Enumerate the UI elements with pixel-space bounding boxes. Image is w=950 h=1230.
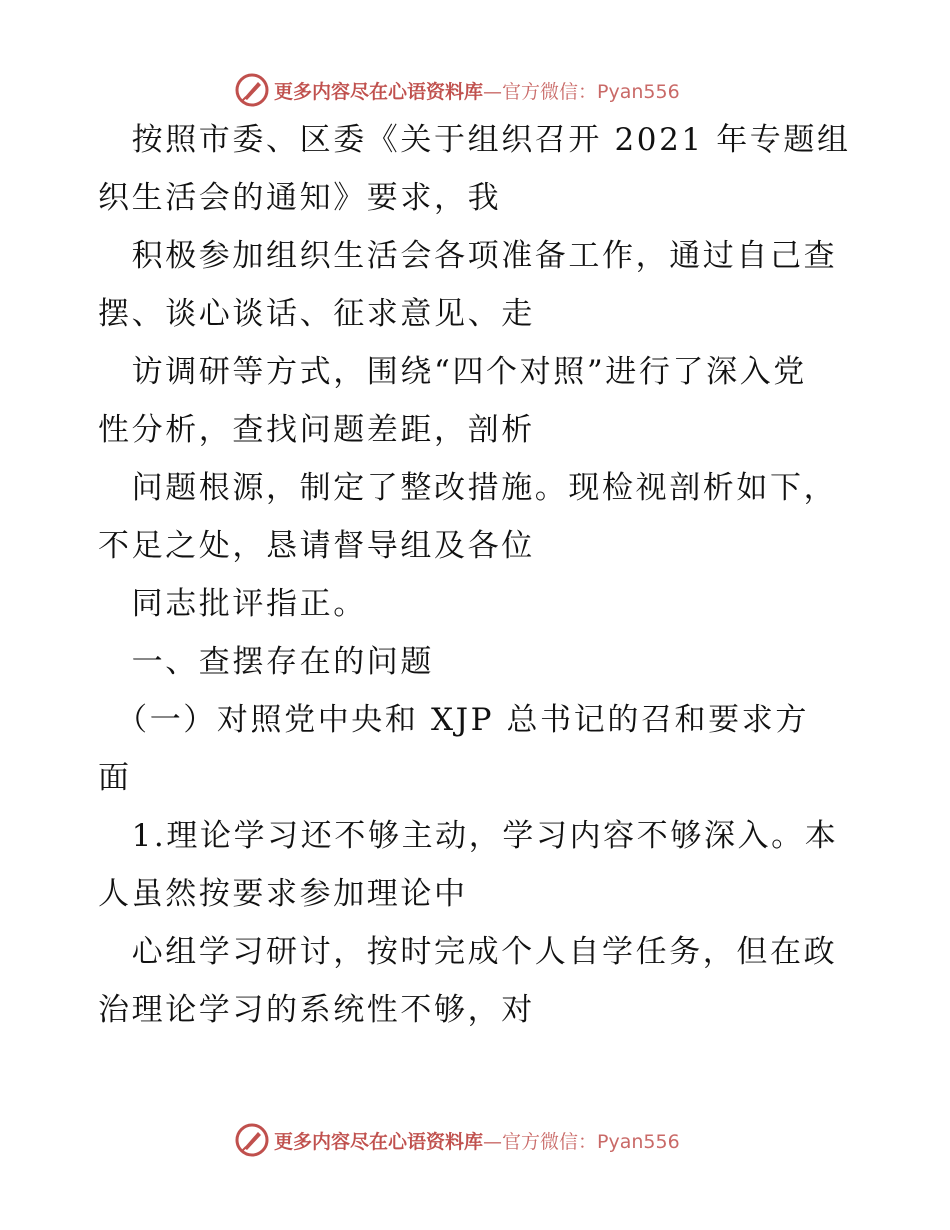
- body-line: 面: [98, 760, 132, 796]
- body-line: 问题根源，制定了整改措施。现检视剖析如下，: [98, 470, 838, 506]
- watermark-header: [234, 72, 680, 108]
- watermark-brand: 更多内容尽在心语资料库: [274, 80, 484, 103]
- body-line: 按照市委、区委《关于组织召开 2021 年专题组: [98, 122, 851, 158]
- quill-seal-logo-icon: [234, 1122, 270, 1158]
- watermark-contact: —官方微信：Pyan556: [483, 80, 680, 103]
- body-line: 不足之处，恳请督导组及各位: [98, 528, 535, 564]
- watermark-text: [274, 1127, 680, 1154]
- body-line: 1.理论学习还不够主动，学习内容不够深入。本: [98, 818, 839, 854]
- subsection-heading: （一）对照党中央和 XJP 总书记的召和要求方: [98, 702, 809, 738]
- body-line: 访调研等方式，围绕“四个对照”进行了深入党: [98, 354, 807, 390]
- watermark-footer: [234, 1122, 680, 1158]
- body-line: 织生活会的通知》要求，我: [98, 180, 502, 216]
- body-line: 积极参加组织生活会各项准备工作，通过自己查: [98, 238, 838, 274]
- watermark-brand: 更多内容尽在心语资料库: [274, 1130, 484, 1153]
- body-line: 治理论学习的系统性不够，对: [98, 992, 535, 1028]
- body-line: 同志批评指正。: [98, 586, 367, 622]
- body-line: 性分析，查找问题差距，剖析: [98, 412, 535, 448]
- body-line: 摆、谈心谈话、征求意见、走: [98, 296, 535, 332]
- watermark-text: [274, 77, 680, 104]
- body-line: 人虽然按要求参加理论中: [98, 876, 468, 912]
- watermark-contact: —官方微信：Pyan556: [483, 1130, 680, 1153]
- quill-seal-logo-icon: [234, 72, 270, 108]
- body-line: 心组学习研讨，按时完成个人自学任务，但在政: [98, 934, 838, 970]
- section-heading: 一、查摆存在的问题: [98, 644, 434, 680]
